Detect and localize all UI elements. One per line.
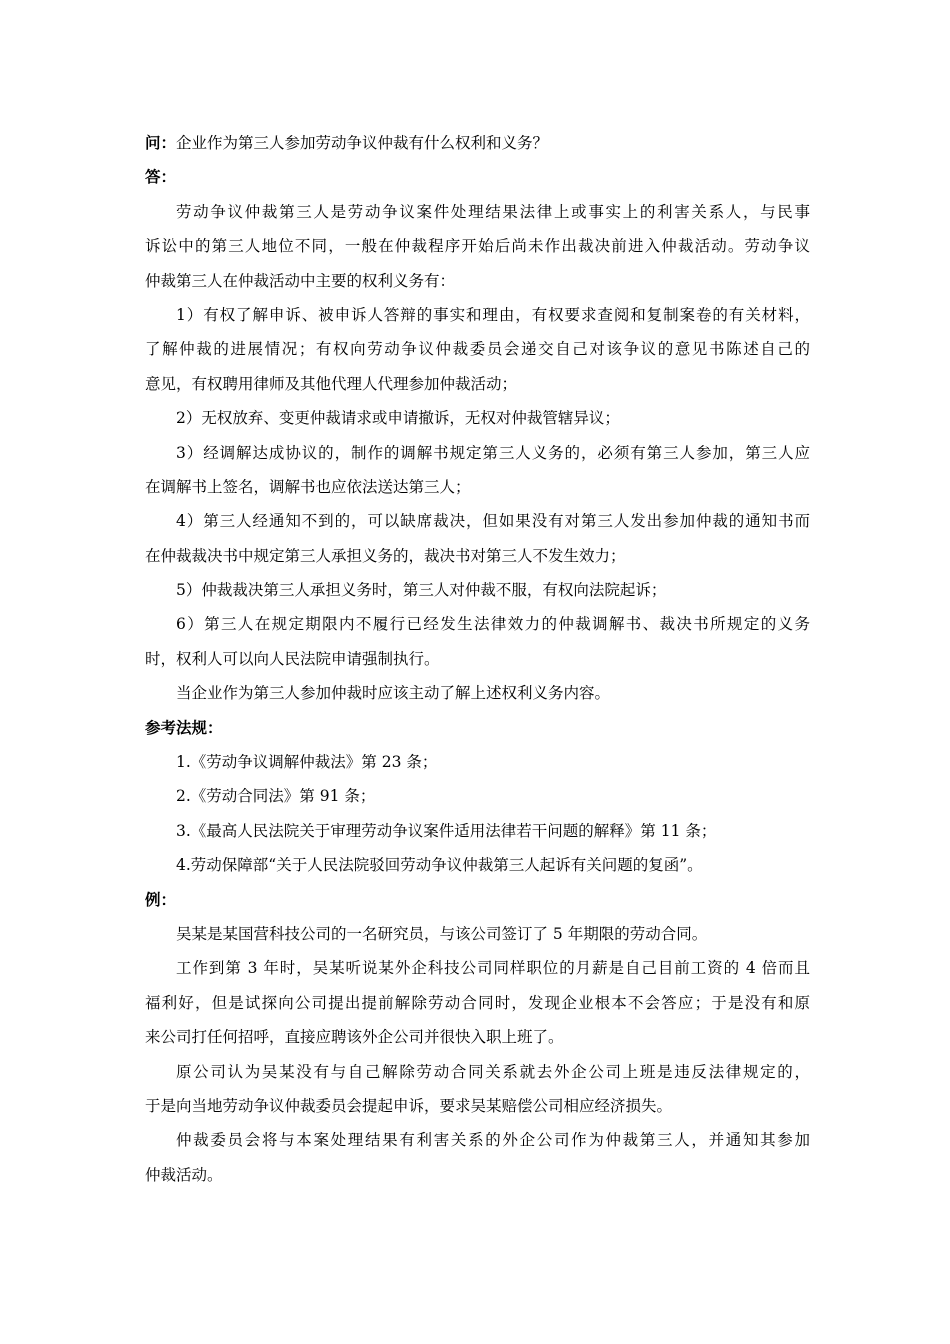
paragraph-line: 诉讼中的第三人地位不同，一般在仲裁程序开始后尚未作出裁决前进入仲裁活动。劳动争议: [145, 237, 810, 256]
paragraph-line: 意见，有权聘用律师及其他代理人代理参加仲裁活动；: [145, 374, 518, 393]
references-list: [145, 745, 810, 883]
paragraph-line: 2）无权放弃、变更仲裁请求或申请撤诉，无权对仲裁管辖异议；: [176, 409, 620, 428]
rights-item-1: [145, 298, 810, 401]
paragraph-line: 仲裁活动。: [145, 1165, 223, 1184]
paragraph-line: 工作到第 3 年时，吴某听说某外企科技公司同样职位的月薪是自己目前工资的 4 倍而且: [176, 959, 810, 978]
paragraph-line: 在调解书上签名，调解书也应依法送达第三人；: [145, 477, 471, 496]
references-heading: 参考法规：: [145, 717, 223, 737]
reference-item: 3.《最高人民法院关于审理劳动争议案件适用法律若干问题的解释》第 11 条；: [176, 821, 717, 840]
paragraph-line: 原公司认为吴某没有与自己解除劳动合同关系就去外企公司上班是违反法律规定的，: [176, 1062, 810, 1081]
rights-item-5: [145, 573, 810, 607]
question-line: [145, 126, 810, 160]
answer-label: 答：: [145, 167, 177, 187]
paragraph-line: 劳动争议仲裁第三人是劳动争议案件处理结果法律上或事实上的利害关系人，与民事: [176, 202, 810, 221]
reference-item: 1.《劳动争议调解仲裁法》第 23 条；: [176, 753, 438, 772]
paragraph-line: 来公司打任何招呼，直接应聘该外企公司并很快入职上班了。: [145, 1028, 564, 1047]
rights-item-2: [145, 401, 810, 435]
document-page: [145, 126, 810, 1192]
example-paragraph-3: [145, 1055, 810, 1124]
paragraph-line: 在仲裁裁决书中规定第三人承担义务的，裁决书对第三人不发生效力；: [145, 546, 626, 565]
paragraph-line: 3）经调解达成协议的，制作的调解书规定第三人义务的，必须有第三人参加，第三人应: [176, 443, 810, 462]
answer-conclusion: 当企业作为第三人参加仲裁时应该主动了解上述权利义务内容。: [176, 684, 611, 703]
paragraph-line: 吴某是某国营科技公司的一名研究员，与该公司签订了 5 年期限的劳动合同。: [176, 924, 708, 943]
rights-item-6: [145, 607, 810, 676]
paragraph-line: 4）第三人经通知不到的，可以缺席裁决，但如果没有对第三人发出参加仲裁的通知书而: [176, 512, 810, 531]
rights-item-3: [145, 436, 810, 505]
example-paragraph-1: [145, 917, 810, 951]
paragraph-line: 福利好，但是试探向公司提出提前解除劳动合同时，发现企业根本不会答应；于是没有和原: [145, 993, 810, 1012]
paragraph-line: 6）第三人在规定期限内不履行已经发生法律效力的仲裁调解书、裁决书所规定的义务: [176, 615, 810, 634]
answer-intro-paragraph: [145, 195, 810, 298]
example-heading: 例：: [145, 889, 177, 909]
example-paragraph-2: [145, 951, 810, 1054]
paragraph-line: 于是向当地劳动争议仲裁委员会提起申诉，要求吴某赔偿公司相应经济损失。: [145, 1096, 673, 1115]
paragraph-line: 5）仲裁裁决第三人承担义务时，第三人对仲裁不服，有权向法院起诉；: [176, 581, 667, 600]
paragraph-line: 仲裁委员会将与本案处理结果有利害关系的外企公司作为仲裁第三人，并通知其参加: [176, 1131, 810, 1150]
paragraph-line: 仲裁第三人在仲裁活动中主要的权利义务有：: [145, 271, 456, 290]
reference-item: 4.劳动保障部“关于人民法院驳回劳动争议仲裁第三人起诉有关问题的复函”。: [176, 856, 703, 875]
question-text: 企业作为第三人参加劳动争议仲裁有什么权利和义务？: [176, 134, 549, 152]
paragraph-line: 1）有权了解申诉、被申诉人答辩的事实和理由，有权要求查阅和复制案卷的有关材料，: [176, 305, 810, 324]
reference-item: 2.《劳动合同法》第 91 条；: [176, 787, 376, 806]
paragraph-line: 了解仲裁的进展情况；有权向劳动争议仲裁委员会递交自己对该争议的意见书陈述自己的: [145, 340, 810, 359]
paragraph-line: 时，权利人可以向人民法院申请强制执行。: [145, 649, 440, 668]
question-label: 问：: [145, 133, 177, 152]
rights-item-4: [145, 504, 810, 573]
example-paragraph-4: [145, 1123, 810, 1192]
